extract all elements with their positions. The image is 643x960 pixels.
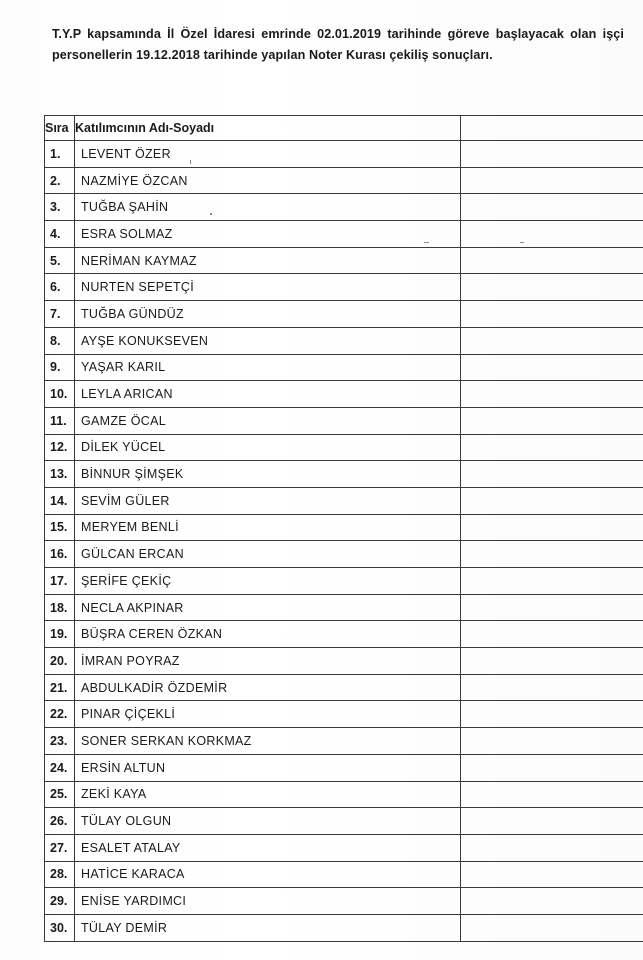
table-row [45,834,643,861]
row-order-number: 27. [45,834,75,861]
table-row [45,167,643,194]
table-row [45,381,643,408]
row-order-number: 7. [45,301,75,328]
row-blank-cell [461,834,643,861]
row-blank-cell [461,247,643,274]
row-order-number: 2. [45,167,75,194]
row-participant-name: SEVİM GÜLER [75,487,461,514]
table-row [45,461,643,488]
row-participant-name: MERYEM BENLİ [75,514,461,541]
row-order-number: 22. [45,701,75,728]
table-row [45,914,643,941]
row-participant-name: ABDULKADİR ÖZDEMİR [75,674,461,701]
row-participant-name: TÜLAY OLGUN [75,808,461,835]
row-blank-cell [461,594,643,621]
row-blank-cell [461,861,643,888]
row-blank-cell [461,141,643,168]
row-participant-name: TUĞBA GÜNDÜZ [75,301,461,328]
row-blank-cell [461,354,643,381]
table-row [45,514,643,541]
row-order-number: 9. [45,354,75,381]
table-row [45,274,643,301]
row-order-number: 26. [45,808,75,835]
scan-speck [210,213,212,215]
row-order-number: 1. [45,141,75,168]
row-participant-name: GÜLCAN ERCAN [75,541,461,568]
row-participant-name: NURTEN SEPETÇİ [75,274,461,301]
table-row [45,701,643,728]
column-header-order: Sıra [45,116,75,141]
draw-results-table [44,115,643,942]
row-order-number: 6. [45,274,75,301]
row-order-number: 3. [45,194,75,221]
table-row [45,407,643,434]
row-blank-cell [461,327,643,354]
table-row [45,247,643,274]
row-participant-name: İMRAN POYRAZ [75,648,461,675]
row-order-number: 29. [45,888,75,915]
row-blank-cell [461,888,643,915]
row-order-number: 18. [45,594,75,621]
row-blank-cell [461,167,643,194]
table-row [45,808,643,835]
table-row [45,327,643,354]
column-header-blank [461,116,643,141]
row-order-number: 5. [45,247,75,274]
row-order-number: 8. [45,327,75,354]
row-blank-cell [461,568,643,595]
table-row [45,648,643,675]
row-blank-cell [461,434,643,461]
scan-speck [190,160,191,164]
row-participant-name: ENİSE YARDIMCI [75,888,461,915]
table-body [45,141,643,942]
table-row [45,487,643,514]
table-row [45,541,643,568]
row-blank-cell [461,514,643,541]
document-header [52,24,624,66]
row-participant-name: YAŞAR KARIL [75,354,461,381]
row-order-number: 13. [45,461,75,488]
row-blank-cell [461,461,643,488]
row-order-number: 10. [45,381,75,408]
row-blank-cell [461,914,643,941]
table-row [45,594,643,621]
row-participant-name: HATİCE KARACA [75,861,461,888]
row-order-number: 16. [45,541,75,568]
row-blank-cell [461,754,643,781]
row-order-number: 28. [45,861,75,888]
row-order-number: 21. [45,674,75,701]
row-blank-cell [461,194,643,221]
row-blank-cell [461,728,643,755]
row-participant-name: NERİMAN KAYMAZ [75,247,461,274]
row-participant-name: ŞERİFE ÇEKİÇ [75,568,461,595]
row-participant-name: ESRA SOLMAZ [75,221,461,248]
row-participant-name: ZEKİ KAYA [75,781,461,808]
row-participant-name: TÜLAY DEMİR [75,914,461,941]
row-participant-name: GAMZE ÖCAL [75,407,461,434]
row-participant-name: ESALET ATALAY [75,834,461,861]
row-participant-name: NAZMİYE ÖZCAN [75,167,461,194]
row-participant-name: SONER SERKAN KORKMAZ [75,728,461,755]
row-order-number: 15. [45,514,75,541]
row-order-number: 11. [45,407,75,434]
header-line-2: personellerin 19.12.2018 tarihinde yapılan Noter Kurası çekiliş sonuçları. [52,48,493,62]
row-order-number: 24. [45,754,75,781]
row-order-number: 17. [45,568,75,595]
row-blank-cell [461,274,643,301]
row-blank-cell [461,701,643,728]
header-line-1: T.Y.P kapsamında İl Özel İdaresi emrinde 02.01.2019 tarihinde göreve başlayacak olan işçi [52,27,624,41]
table-row [45,781,643,808]
row-participant-name: TUĞBA ŞAHİN [75,194,461,221]
row-blank-cell [461,487,643,514]
table-row [45,354,643,381]
table-row [45,861,643,888]
table-row [45,434,643,461]
row-participant-name: LEYLA ARICAN [75,381,461,408]
table-row [45,888,643,915]
row-order-number: 14. [45,487,75,514]
column-header-participant-name: Katılımcının Adı-Soyadı [75,116,461,141]
row-participant-name: BİNNUR ŞİMŞEK [75,461,461,488]
row-blank-cell [461,781,643,808]
scan-speck [424,242,429,243]
table-row [45,568,643,595]
row-participant-name: DİLEK YÜCEL [75,434,461,461]
row-order-number: 12. [45,434,75,461]
row-blank-cell [461,674,643,701]
row-blank-cell [461,808,643,835]
row-order-number: 19. [45,621,75,648]
table-row [45,621,643,648]
table-row [45,728,643,755]
table-row [45,221,643,248]
row-blank-cell [461,541,643,568]
table-header-row [45,116,643,141]
row-blank-cell [461,648,643,675]
row-order-number: 4. [45,221,75,248]
row-order-number: 30. [45,914,75,941]
row-participant-name: NECLA AKPINAR [75,594,461,621]
row-blank-cell [461,621,643,648]
scan-speck [520,242,524,243]
row-participant-name: AYŞE KONUKSEVEN [75,327,461,354]
table-row [45,194,643,221]
table-row [45,141,643,168]
row-participant-name: BÜŞRA CEREN ÖZKAN [75,621,461,648]
row-blank-cell [461,221,643,248]
row-blank-cell [461,381,643,408]
table-row [45,674,643,701]
row-order-number: 25. [45,781,75,808]
row-order-number: 23. [45,728,75,755]
row-participant-name: PINAR ÇİÇEKLİ [75,701,461,728]
table-row [45,754,643,781]
row-participant-name: ERSİN ALTUN [75,754,461,781]
row-order-number: 20. [45,648,75,675]
row-participant-name: LEVENT ÖZER [75,141,461,168]
row-blank-cell [461,407,643,434]
table-row [45,301,643,328]
row-blank-cell [461,301,643,328]
